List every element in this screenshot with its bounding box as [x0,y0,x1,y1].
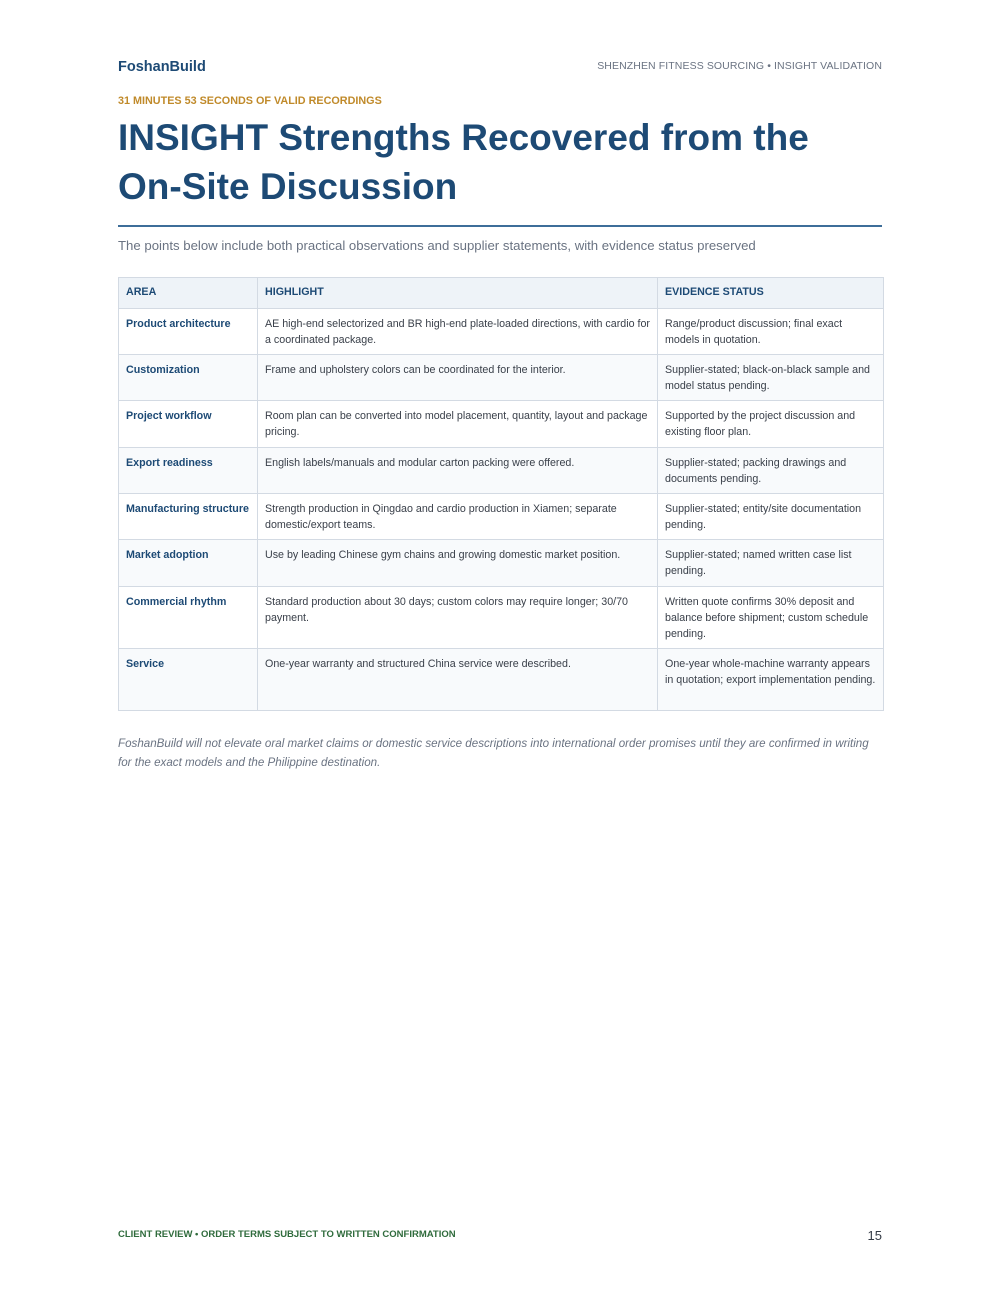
area-cell: Export readiness [119,448,258,494]
status-cell: Range/product discussion; final exact models in quotation. [658,309,884,355]
table-row [119,448,884,494]
area-cell: Project workflow [119,401,258,448]
table-row [119,401,884,448]
area-cell: Market adoption [119,540,258,587]
status-cell: Supplier-stated; entity/site documentation pending. [658,494,884,540]
page-number: 15 [867,1228,882,1243]
area-cell: Product architecture [119,309,258,355]
table-header-row [119,278,884,309]
section-kicker: 31 MINUTES 53 SECONDS OF VALID RECORDINGS [118,95,382,107]
column-header-area: AREA [119,278,258,309]
page-title: INSIGHT Strengths Recovered from the On-Site Discussion [118,117,809,207]
area-cell: Commercial rhythm [119,587,258,649]
table-row [119,587,884,649]
document-page [118,0,882,1295]
table-row [119,355,884,401]
footer-text: CLIENT REVIEW • ORDER TERMS SUBJECT TO WRITTEN CONFIRMATION [118,1229,456,1240]
table-row [119,540,884,587]
brand-name: FoshanBuild [118,59,206,75]
highlight-cell: Room plan can be converted into model placement, quantity, layout and package pricing. [258,401,658,448]
evidence-table [118,277,884,711]
title-divider [118,225,882,227]
area-cell: Service [119,649,258,711]
highlight-cell: Frame and upholstery colors can be coordinated for the interior. [258,355,658,401]
column-header-highlight: HIGHLIGHT [258,278,658,309]
highlight-cell: Standard production about 30 days; custom colors may require longer; 30/70 payment. [258,587,658,649]
table-row [119,309,884,355]
disclaimer-note: FoshanBuild will not elevate oral market claims or domestic service descriptions into international order promises until they are confirmed in writing for the exact models and the Philippine destination. [118,737,869,769]
highlight-cell: Strength production in Qingdao and cardio production in Xiamen; separate domestic/export teams. [258,494,658,540]
area-cell: Customization [119,355,258,401]
status-cell: Supplier-stated; black-on-black sample and model status pending. [658,355,884,401]
status-cell: One-year whole-machine warranty appears in quotation; export implementation pending. [658,649,884,711]
highlight-cell: AE high-end selectorized and BR high-end plate-loaded directions, with cardio for a coordinated package. [258,309,658,355]
intro-text: The points below include both practical observations and supplier statements, with evidence status preserved [118,238,756,253]
area-cell: Manufacturing structure [119,494,258,540]
status-cell: Supplier-stated; packing drawings and documents pending. [658,448,884,494]
status-cell: Supported by the project discussion and existing floor plan. [658,401,884,448]
status-cell: Written quote confirms 30% deposit and balance before shipment; custom schedule pending. [658,587,884,649]
table-row [119,494,884,540]
highlight-cell: English labels/manuals and modular carton packing were offered. [258,448,658,494]
highlight-cell: One-year warranty and structured China service were described. [258,649,658,711]
status-cell: Supplier-stated; named written case list pending. [658,540,884,587]
table-row [119,649,884,711]
highlight-cell: Use by leading Chinese gym chains and growing domestic market position. [258,540,658,587]
column-header-evidence-status: EVIDENCE STATUS [658,278,884,309]
running-head: SHENZHEN FITNESS SOURCING • INSIGHT VALIDATION [597,60,882,72]
